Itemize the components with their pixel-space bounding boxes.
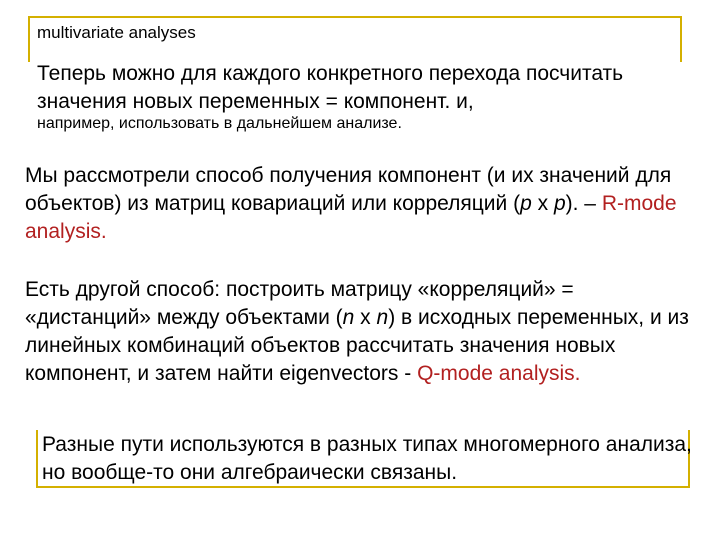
q-mode-paragraph [25,276,690,388]
header-title: multivariate analyses [37,23,196,42]
q-mode-label: Q-mode analysis. [417,362,581,385]
intro-continuation: например, использовать в дальнейшем анализе. [37,115,402,132]
frame-top-line [28,16,682,18]
intro-paragraph: Теперь можно для каждого конкретного перехода посчитать значения новых переменных = компонент. и, [37,62,624,113]
summary-paragraph: Разные пути используются в разных типах многомерного анализа, но вообще-то они алгебраически связаны. [42,433,692,484]
r-mode-text-end: ). – [565,192,602,215]
frame-left-line [28,16,30,62]
r-mode-text: Мы рассмотрели способ получения компонент (и их значений для объектов) из матриц ковариаций или корреляций ( [25,164,672,215]
n-var-1: n [342,306,355,329]
n-var-2: n [376,306,389,329]
q-mode-text: Есть другой способ: построить матрицу «корреляций» = «дистанций» между объектами ( [25,278,574,329]
frame-right-line [680,16,682,62]
times-sign: x [354,306,377,329]
r-mode-paragraph [25,162,690,246]
q-mode-text-end: ) в исходных переменных, и из линейных комбинаций объектов рассчитать значения новых компонент, и затем найти eigenvectors - [25,306,689,385]
p-var-1: p [520,192,532,215]
frame-bottom-line [36,486,690,488]
p-var-2: p [553,192,566,215]
r-mode-label: R-mode analysis. [25,192,677,243]
frame-bottom-left-line [36,430,38,488]
times-sign: x [531,192,554,215]
